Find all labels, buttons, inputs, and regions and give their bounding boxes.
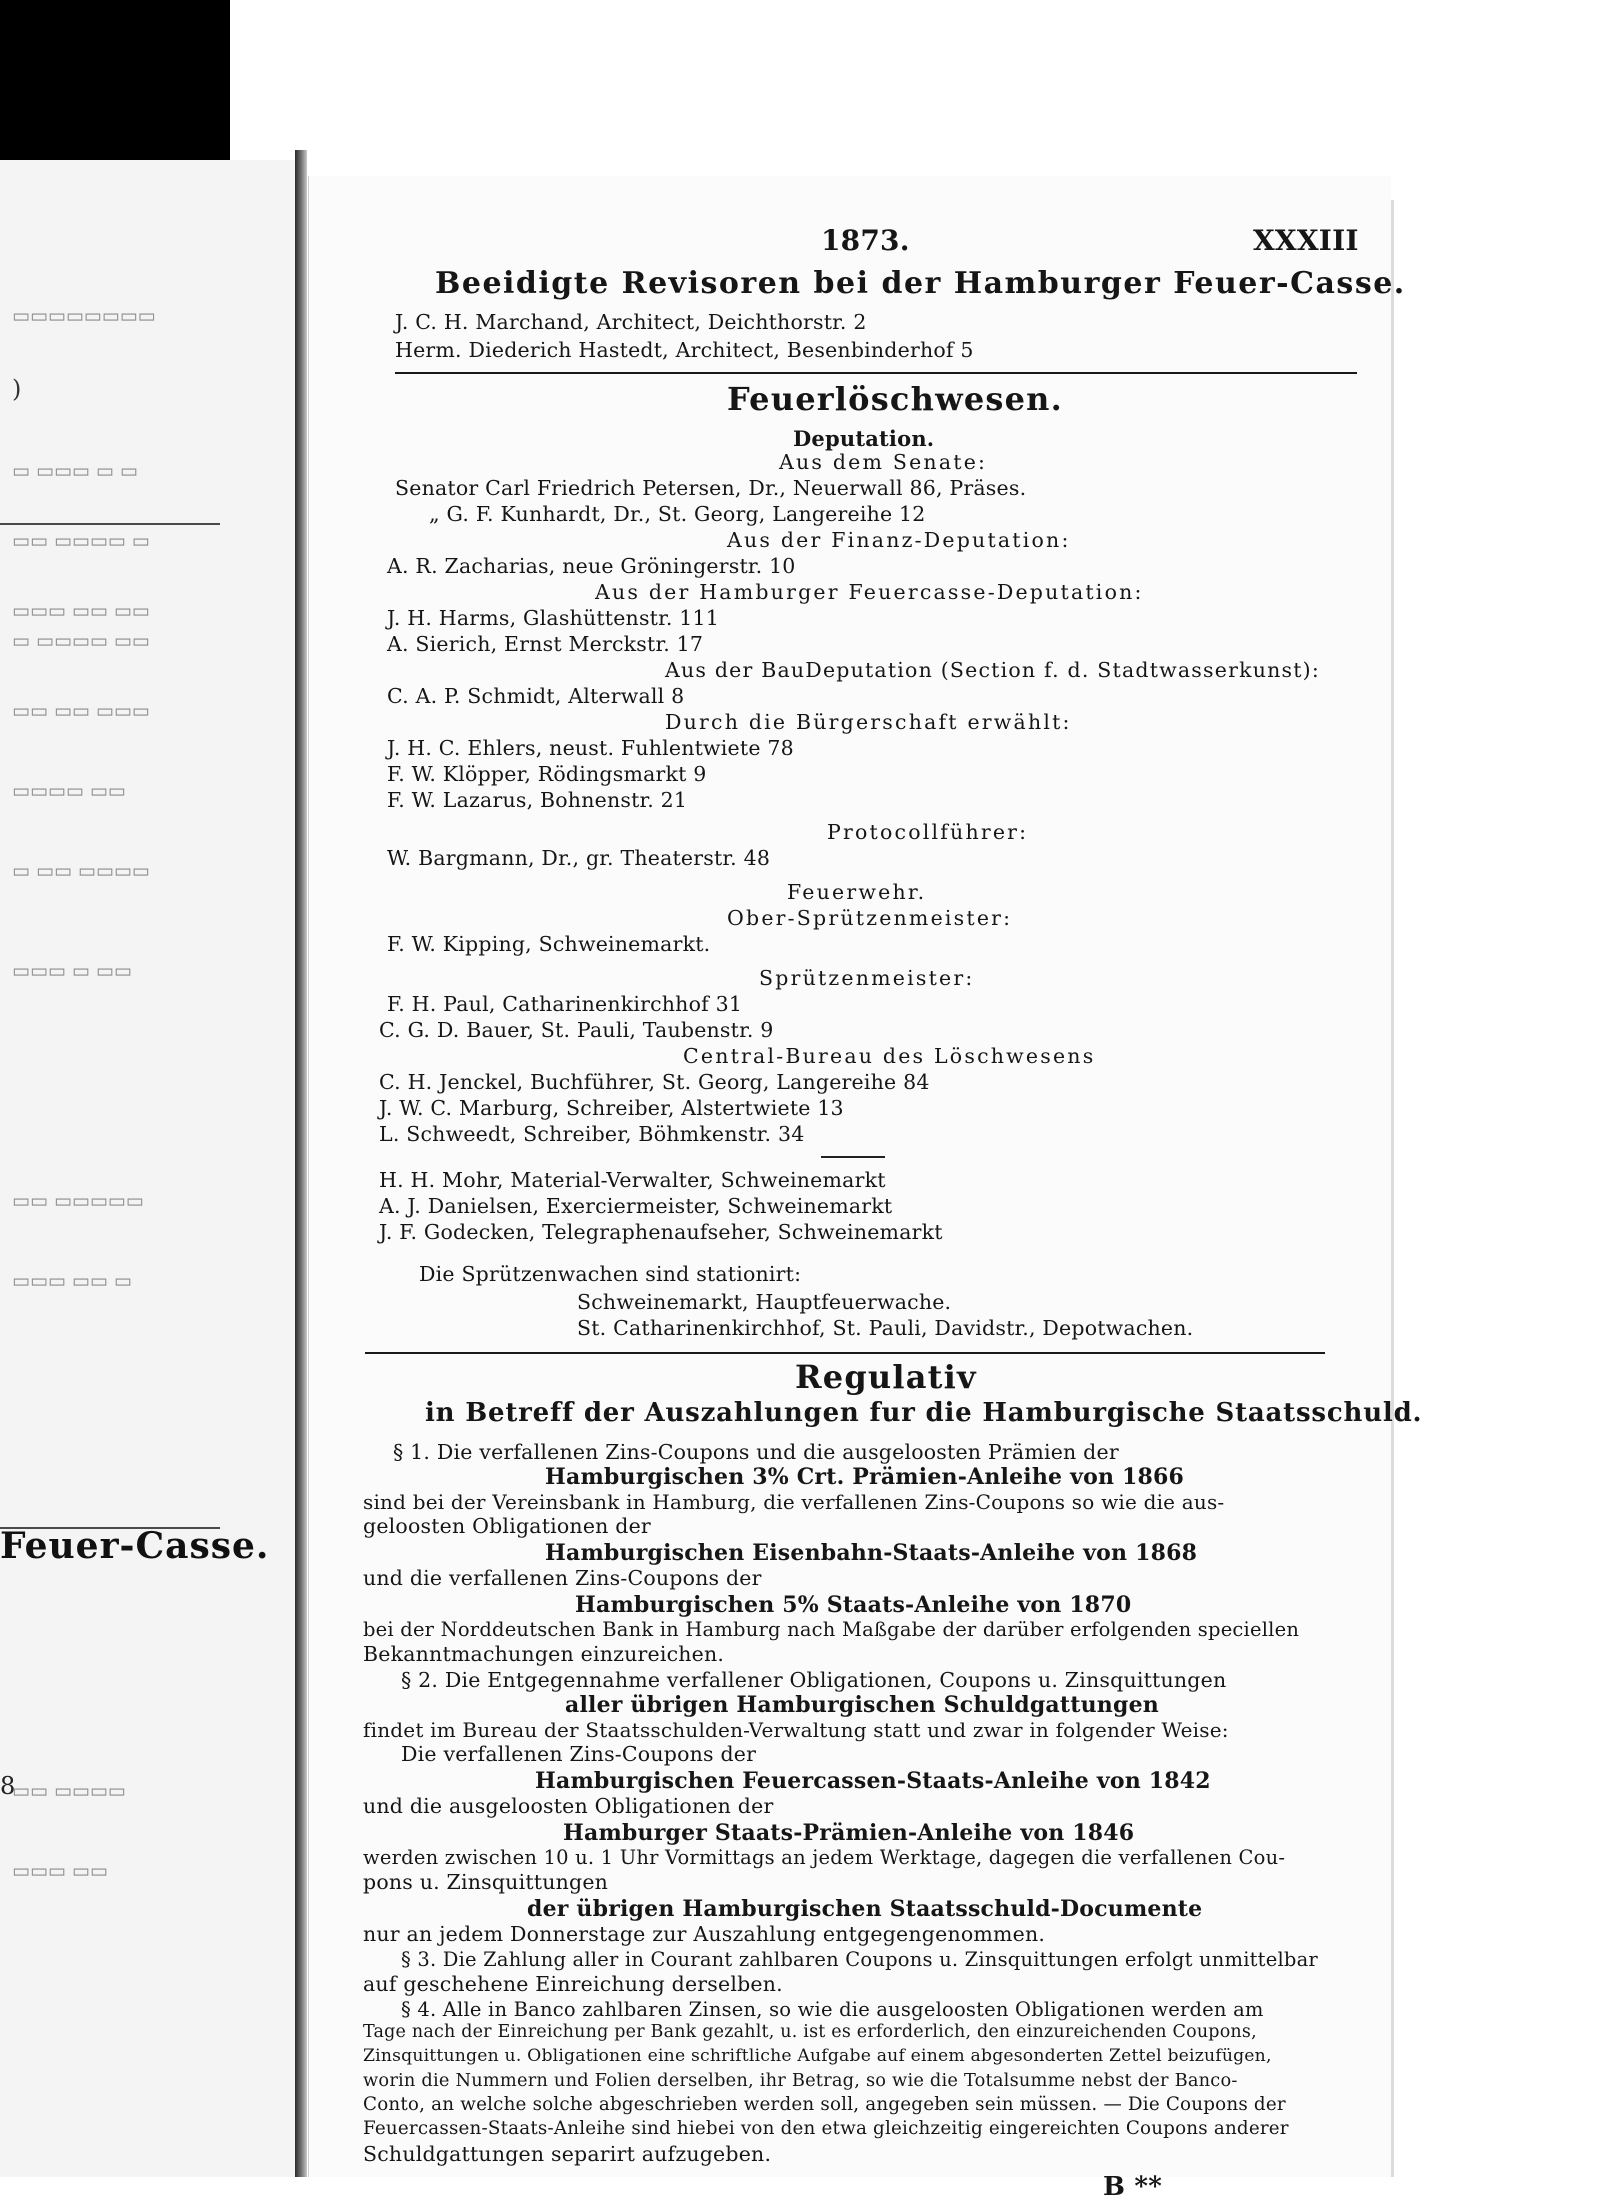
- member-entry: J. F. Godecken, Telegraphenaufseher, Schweinemarkt: [379, 1220, 943, 1244]
- regulativ-line: Schuldgattungen separirt aufzugeben.: [363, 2142, 772, 2166]
- regulativ-line: § 1. Die verfallenen Zins-Coupons und die ausgeloosten Prämien der: [393, 1440, 1119, 1464]
- regulativ-line: Bekanntmachungen einzureichen.: [363, 1642, 725, 1666]
- member-entry: C. H. Jenckel, Buchführer, St. Georg, Langereihe 84: [379, 1070, 930, 1094]
- regulativ-line: und die verfallenen Zins-Coupons der: [363, 1566, 762, 1590]
- member-entry: C. A. P. Schmidt, Alterwall 8: [387, 684, 685, 708]
- bleed-through-text: ▭ ▭▭▭▭ ▭▭: [12, 630, 150, 652]
- revisor-entry: Herm. Diederich Hastedt, Architect, Besenbinderhof 5: [395, 338, 974, 362]
- revisoren-title: Beeidigte Revisoren bei der Hamburger Feuer-Casse.: [435, 266, 1406, 301]
- regulativ-line: bei der Norddeutschen Bank in Hamburg nach Maßgabe der darüber erfolgenden speciellen: [363, 1618, 1300, 1641]
- regulativ-bond-name: aller übrigen Hamburgischen Schuldgattungen: [565, 1692, 1159, 1718]
- subheading: Protocollführer:: [827, 820, 1029, 844]
- regulativ-line: § 4. Alle in Banco zahlbaren Zinsen, so wie die ausgeloosten Obligationen werden am: [401, 1998, 1264, 2021]
- bleed-through-text: ▭▭▭ ▭▭ ▭▭: [12, 600, 150, 622]
- regulativ-line: worin die Nummern und Folien derselben, ihr Betrag, so wie die Totalsumme nebst der Banco-: [363, 2070, 1238, 2091]
- member-entry: F. W. Lazarus, Bohnenstr. 21: [387, 788, 688, 812]
- stations-intro: Die Sprützenwachen sind stationirt:: [419, 1262, 802, 1286]
- regulativ-line: und die ausgeloosten Obligationen der: [363, 1794, 774, 1818]
- regulativ-line: geloosten Obligationen der: [363, 1514, 651, 1538]
- subheading: Sprützenmeister:: [759, 966, 975, 990]
- left-facing-page: [0, 160, 300, 2177]
- page-numeral: XXXIII: [1253, 224, 1359, 257]
- regulativ-bond-name: Hamburgischen 3% Crt. Prämien-Anleihe von 1866: [545, 1464, 1185, 1490]
- regulativ-line: pons u. Zinsquittungen: [363, 1870, 609, 1894]
- bleed-through-text: ▭▭ ▭▭▭▭: [12, 1780, 126, 1802]
- regulativ-bond-name: Hamburgischen 5% Staats-Anleihe von 1870: [575, 1592, 1132, 1618]
- regulativ-bond-name: Hamburgischen Eisenbahn-Staats-Anleihe von 1868: [545, 1540, 1198, 1566]
- member-entry: A. R. Zacharias, neue Gröningerstr. 10: [387, 554, 796, 578]
- member-entry: W. Bargmann, Dr., gr. Theaterstr. 48: [387, 846, 771, 870]
- scan-edge: [0, 0, 230, 160]
- bleed-through-text: ▭ ▭▭ ▭▭▭▭: [12, 860, 150, 882]
- page-year: 1873.: [821, 224, 910, 257]
- regulativ-line: Die verfallenen Zins-Coupons der: [401, 1742, 757, 1766]
- regulativ-line: § 2. Die Entgegennahme verfallener Obligationen, Coupons u. Zinsquittungen: [401, 1668, 1227, 1692]
- member-entry: F. W. Klöpper, Rödingsmarkt 9: [387, 762, 707, 786]
- member-entry: A. J. Danielsen, Exerciermeister, Schweinemarkt: [379, 1194, 893, 1218]
- member-entry: J. H. C. Ehlers, neust. Fuhlentwiete 78: [387, 736, 794, 760]
- subheading: Aus der Finanz-Deputation:: [727, 528, 1071, 552]
- subheading: Central-Bureau des Löschwesens: [683, 1044, 1096, 1068]
- revisor-entry: J. C. H. Marchand, Architect, Deichthorstr. 2: [395, 310, 867, 334]
- book-spine: [295, 150, 307, 2177]
- station-entry: St. Catharinenkirchhof, St. Pauli, Davidstr., Depotwachen.: [577, 1316, 1194, 1340]
- main-page: [308, 176, 1423, 2202]
- bleed-through-text: ▭▭▭ ▭▭ ▭: [12, 1270, 132, 1292]
- bleed-through-text: ▭ ▭▭▭ ▭ ▭: [12, 460, 138, 482]
- left-page-heading-fragment: Feuer-Casse.: [0, 1525, 270, 1567]
- member-entry: A. Sierich, Ernst Merckstr. 17: [387, 632, 704, 656]
- subheading: Aus der Hamburger Feuercasse-Deputation:: [595, 580, 1144, 604]
- member-entry: F. W. Kipping, Schweinemarkt.: [387, 932, 711, 956]
- regulativ-title: Regulativ: [795, 1358, 977, 1396]
- member-entry: L. Schweedt, Schreiber, Böhmkenstr. 34: [379, 1122, 805, 1146]
- left-margin-mark: 8: [0, 1772, 16, 1800]
- regulativ-line: nur an jedem Donnerstage zur Auszahlung entgegengenommen.: [363, 1922, 1046, 1946]
- bleed-through-text: ▭▭▭ ▭▭: [12, 1860, 108, 1882]
- regulativ-line: findet im Bureau der Staatsschulden-Verwaltung statt und zwar in folgender Weise:: [363, 1718, 1229, 1742]
- left-margin-mark: ): [12, 375, 22, 403]
- feuerloeschwesen-title: Feuerlöschwesen.: [727, 380, 1063, 418]
- regulativ-line: sind bei der Vereinsbank in Hamburg, die verfallenen Zins-Coupons so wie die aus-: [363, 1490, 1225, 1514]
- regulativ-bond-name: der übrigen Hamburgischen Staatsschuld-Documente: [527, 1896, 1203, 1922]
- member-entry: H. H. Mohr, Material-Verwalter, Schweinemarkt: [379, 1168, 886, 1192]
- bleed-through-text: ▭▭ ▭▭▭▭ ▭: [12, 530, 150, 552]
- bleed-through-text: ▭▭▭ ▭ ▭▭: [12, 960, 132, 982]
- regulativ-subtitle: in Betreff der Auszahlungen fur die Hamburgische Staatsschuld.: [425, 1398, 1423, 1428]
- subheading: Feuerwehr.: [787, 880, 927, 904]
- regulativ-line: Feuercassen-Staats-Anleihe sind hiebei von den etwa gleichzeitig eingereichten Coupons anderer: [363, 2118, 1289, 2139]
- deputation-heading: Deputation.: [793, 426, 935, 451]
- regulativ-bond-name: Hamburgischen Feuercassen-Staats-Anleihe von 1842: [535, 1768, 1211, 1794]
- regulativ-line: Zinsquittungen u. Obligationen eine schriftliche Aufgabe auf einem abgesonderten Zettel beizufügen,: [363, 2046, 1272, 2066]
- regulativ-line: Conto, an welche solche abgeschrieben werden soll, angegeben sein müssen. — Die Coupons der: [363, 2094, 1286, 2115]
- left-page-rule: [0, 523, 220, 525]
- member-entry: C. G. D. Bauer, St. Pauli, Taubenstr. 9: [379, 1018, 774, 1042]
- member-entry: J. H. Harms, Glashüttenstr. 111: [387, 606, 720, 630]
- bleed-through-text: ▭▭ ▭▭▭▭▭: [12, 1190, 144, 1212]
- member-entry: „ G. F. Kunhardt, Dr., St. Georg, Langereihe 12: [429, 502, 926, 526]
- bleed-through-text: ▭▭ ▭▭ ▭▭▭: [12, 700, 150, 722]
- regulativ-line: auf geschehene Einreichung derselben.: [363, 1972, 783, 1996]
- regulativ-line: werden zwischen 10 u. 1 Uhr Vormittags an jedem Werktage, dagegen die verfallenen Cou-: [363, 1846, 1286, 1869]
- station-entry: Schweinemarkt, Hauptfeuerwache.: [577, 1290, 952, 1314]
- member-entry: Senator Carl Friedrich Petersen, Dr., Neuerwall 86, Präses.: [395, 476, 1027, 500]
- member-entry: J. W. C. Marburg, Schreiber, Alstertwiete 13: [379, 1096, 844, 1120]
- regulativ-line: § 3. Die Zahlung aller in Courant zahlbaren Coupons u. Zinsquittungen erfolgt unmittelbar: [401, 1948, 1318, 1971]
- member-entry: F. H. Paul, Catharinenkirchhof 31: [387, 992, 743, 1016]
- signature-mark: B **: [1103, 2172, 1163, 2202]
- bleed-through-text: ▭▭▭▭▭▭▭▭: [12, 305, 156, 327]
- regulativ-bond-name: Hamburger Staats-Prämien-Anleihe von 1846: [563, 1820, 1135, 1846]
- subheading: Ober-Sprützenmeister:: [727, 906, 1013, 930]
- subheading: Aus dem Senate:: [779, 450, 988, 474]
- section-rule: [365, 1352, 1325, 1354]
- subheading: Durch die Bürgerschaft erwählt:: [665, 710, 1072, 734]
- subheading: Aus der BauDeputation (Section f. d. Stadtwasserkunst):: [665, 658, 1320, 682]
- section-rule: [395, 372, 1357, 374]
- regulativ-line: Tage nach der Einreichung per Bank gezahlt, u. ist es erforderlich, den einzureichenden Coupons,: [363, 2022, 1257, 2042]
- short-divider: [821, 1156, 885, 1158]
- bleed-through-text: ▭▭▭▭ ▭▭: [12, 780, 126, 802]
